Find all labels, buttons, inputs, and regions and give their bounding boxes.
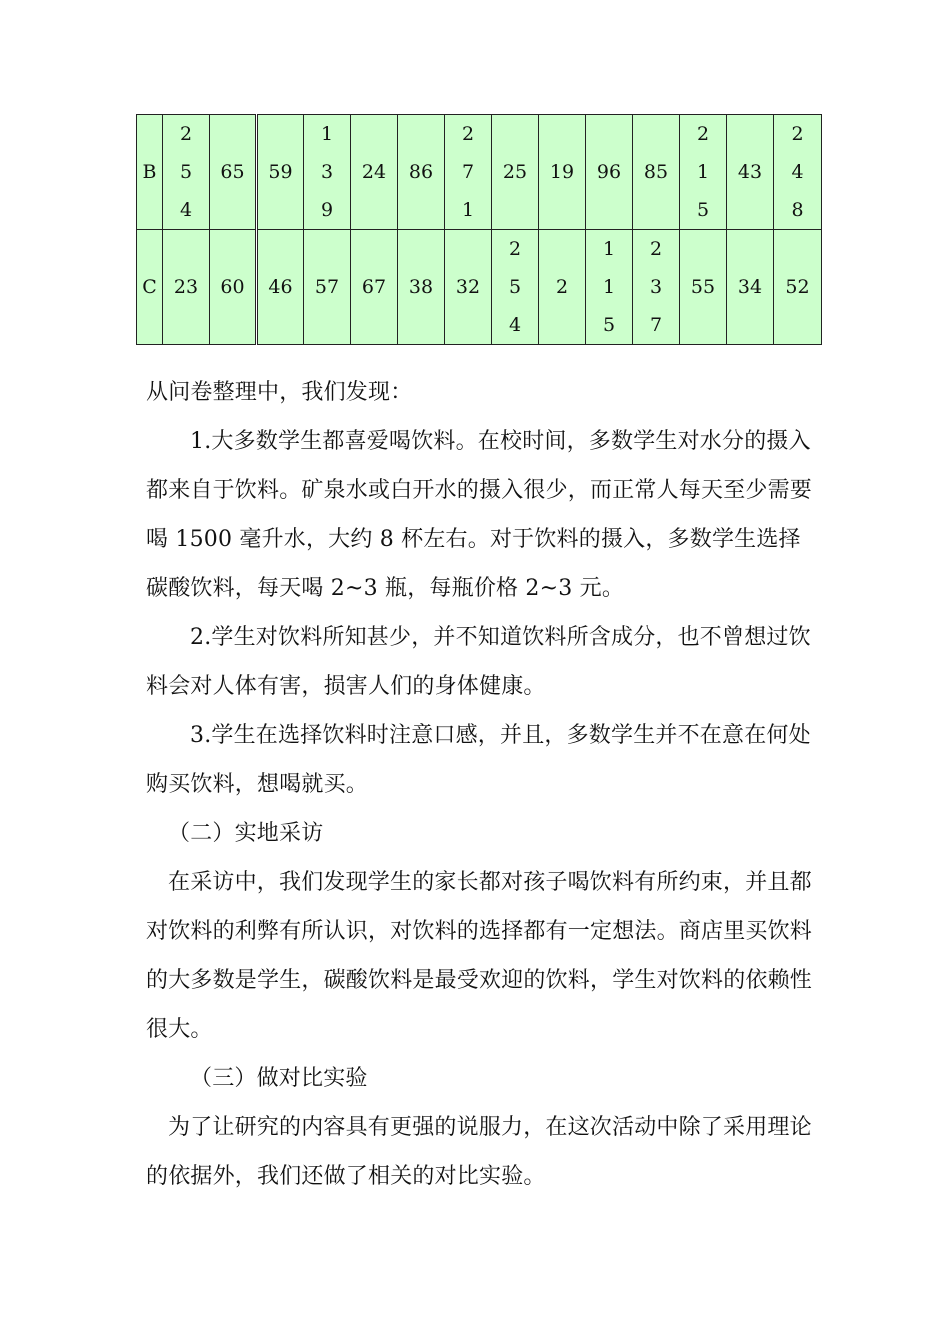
table-cell: 55 (680, 230, 727, 345)
table-cell: 38 (398, 230, 445, 345)
table-cell: 24 (351, 115, 398, 230)
table-cell: 139 (304, 115, 351, 230)
table-cell: 2 (539, 230, 586, 345)
intro-paragraph: 从问卷整理中，我们发现： (146, 380, 413, 405)
table-cell: 65 (210, 115, 257, 230)
table-cell: 52 (774, 230, 822, 345)
table-row (137, 230, 822, 345)
table-cell: 115 (586, 230, 633, 345)
table-cell: 34 (727, 230, 774, 345)
table-cell: 67 (351, 230, 398, 345)
table-cell: 25 (492, 115, 539, 230)
table-cell: 85 (633, 115, 680, 230)
section-3-heading: （三）做对比实验 (190, 1066, 368, 1091)
table-row (137, 115, 822, 230)
table-cell: 237 (633, 230, 680, 345)
finding-3-paragraph: 3.学生在选择饮料时注意口感，并且，多数学生并不在意在何处购买饮料，想喝就买。 (146, 723, 811, 797)
table-body (137, 115, 822, 345)
table-cell: 271 (445, 115, 492, 230)
section-2-heading: （二）实地采访 (168, 821, 324, 846)
table-cell: 215 (680, 115, 727, 230)
table-cell: 254 (163, 115, 210, 230)
table-cell: 19 (539, 115, 586, 230)
table-cell: 96 (586, 115, 633, 230)
table-cell: 254 (492, 230, 539, 345)
body-text (146, 368, 816, 1201)
table-cell: 86 (398, 115, 445, 230)
row-label: B (137, 115, 163, 230)
table-cell: 248 (774, 115, 822, 230)
table-cell: 46 (257, 230, 304, 345)
table-cell: 23 (163, 230, 210, 345)
row-label: C (137, 230, 163, 345)
table-cell: 43 (727, 115, 774, 230)
table-cell: 59 (257, 115, 304, 230)
section-3-paragraph: 为了让研究的内容具有更强的说服力，在这次活动中除了采用理论的依据外，我们还做了相关的对比实验。 (146, 1115, 812, 1189)
finding-1-paragraph: 1.大多数学生都喜爱喝饮料。在校时间，多数学生对水分的摄入都来自于饮料。矿泉水或白开水的摄入很少，而正常人每天至少需要喝 1500 毫升水，大约 8 杯左右。对于饮料的摄入，多数学生选择碳酸饮料，每天喝 2~3 瓶，每瓶价格 2~3 元。 (146, 429, 813, 601)
finding-2-paragraph: 2.学生对饮料所知甚少，并不知道饮料所含成分，也不曾想过饮料会对人体有害，损害人们的身体健康。 (146, 625, 811, 699)
table-cell: 32 (445, 230, 492, 345)
table-cell: 60 (210, 230, 257, 345)
table-cell: 57 (304, 230, 351, 345)
survey-table (136, 114, 822, 345)
section-2-paragraph: 在采访中，我们发现学生的家长都对孩子喝饮料有所约束，并且都对饮料的利弊有所认识，对饮料的选择都有一定想法。商店里买饮料的大多数是学生，碳酸饮料是最受欢迎的饮料，学生对饮料的依赖性很大。 (146, 870, 813, 1042)
